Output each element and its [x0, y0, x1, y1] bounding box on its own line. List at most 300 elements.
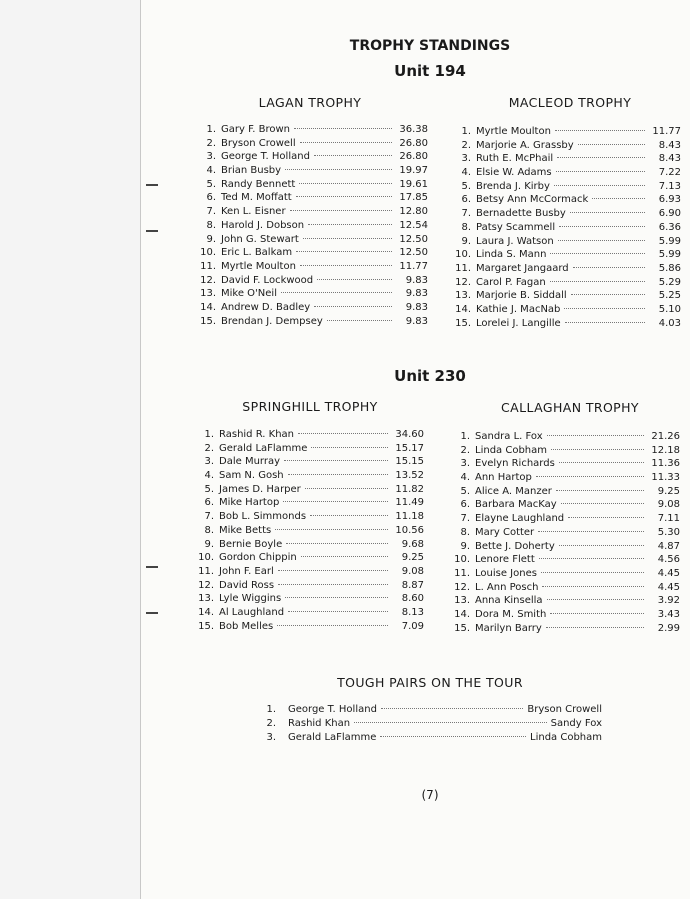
standing-rank: 8. — [460, 526, 470, 538]
pair-player-two: Sandy Fox — [550, 718, 602, 729]
pair-row — [262, 703, 602, 717]
standing-rank: 15. — [200, 315, 216, 327]
player-name: Brendan J. Dempsey — [221, 315, 323, 327]
dot-leader — [551, 449, 644, 450]
standing-row — [198, 274, 428, 288]
standing-row — [196, 496, 424, 510]
player-score: 12.50 — [399, 247, 428, 259]
player-score: 11.33 — [651, 472, 680, 484]
standing-rank: 2. — [206, 137, 216, 149]
dot-leader — [299, 183, 392, 184]
macleod-standings-list — [453, 125, 681, 330]
standing-row — [196, 579, 424, 593]
standing-row — [196, 551, 424, 565]
player-name: John F. Earl — [219, 565, 274, 577]
player-name: Eric L. Balkam — [221, 247, 293, 259]
dot-leader — [541, 572, 644, 573]
player-score: 12.80 — [399, 206, 428, 218]
player-name: Gary F. Brown — [221, 124, 290, 135]
dot-leader — [547, 435, 644, 436]
player-score: 11.82 — [395, 483, 424, 495]
dot-leader — [314, 155, 392, 156]
pair-row — [262, 731, 602, 745]
player-name: Andrew D. Badley — [221, 301, 311, 313]
player-score: 9.25 — [401, 552, 424, 564]
player-score: 34.60 — [395, 429, 424, 440]
staple-mark — [146, 566, 158, 568]
player-score: 17.85 — [399, 192, 428, 204]
player-name: Bernadette Busby — [476, 208, 566, 220]
standing-row — [453, 207, 681, 221]
standing-row — [198, 191, 428, 205]
standing-rank: 10. — [200, 247, 216, 259]
dot-leader — [556, 171, 645, 172]
dot-leader — [550, 613, 644, 614]
standing-row — [452, 498, 680, 512]
standing-rank: 8. — [206, 219, 216, 231]
standing-rank: 7. — [204, 511, 214, 523]
pair-rank: 3. — [266, 732, 276, 743]
player-score: 7.13 — [658, 180, 681, 192]
standing-row — [452, 553, 680, 567]
player-name: Lenore Flett — [475, 554, 535, 566]
dot-leader — [300, 142, 392, 143]
dot-leader — [317, 279, 392, 280]
player-name: Dale Murray — [219, 456, 280, 468]
player-score: 19.97 — [399, 165, 428, 177]
dot-leader — [285, 597, 388, 598]
dot-leader — [298, 433, 388, 434]
player-score: 4.45 — [657, 581, 680, 593]
standing-rank: 11. — [198, 565, 214, 577]
standing-rank: 10. — [454, 554, 470, 566]
player-score: 19.61 — [399, 178, 428, 190]
standing-row — [453, 262, 681, 276]
pair-rank: 1. — [266, 704, 276, 715]
player-name: Bryson Crowell — [221, 137, 296, 149]
player-score: 5.86 — [658, 262, 681, 274]
standing-row — [452, 540, 680, 554]
dot-leader — [278, 570, 388, 571]
player-name: Mary Cotter — [475, 526, 535, 538]
player-name: Linda S. Mann — [476, 249, 547, 261]
standing-rank: 6. — [204, 497, 214, 509]
springhill-standings-list — [196, 428, 424, 633]
standing-rank: 13. — [454, 595, 470, 607]
standing-row — [452, 594, 680, 608]
player-score: 12.54 — [399, 219, 428, 231]
dot-leader — [573, 267, 645, 268]
player-score: 12.18 — [651, 444, 680, 456]
player-name: Barbara MacKay — [475, 499, 557, 511]
pair-player-one: Gerald LaFlamme — [288, 732, 377, 743]
dot-leader — [296, 251, 392, 252]
player-name: Myrtle Moulton — [476, 126, 551, 137]
player-name: Rashid R. Khan — [219, 429, 295, 440]
dot-leader — [281, 292, 392, 293]
standing-rank: 12. — [200, 274, 216, 286]
dot-leader — [354, 722, 547, 723]
player-score: 15.17 — [395, 442, 424, 454]
player-score: 9.83 — [405, 315, 428, 327]
callaghan-standings-list — [452, 430, 680, 635]
page-margin — [0, 0, 140, 899]
player-score: 36.38 — [399, 124, 428, 135]
player-name: Bernie Boyle — [219, 538, 283, 550]
unit-194-heading: Unit 194 — [394, 62, 466, 80]
standing-rank: 7. — [461, 208, 471, 220]
player-score: 11.77 — [652, 126, 681, 137]
standing-row — [453, 125, 681, 139]
standing-row — [453, 139, 681, 153]
dot-leader — [550, 281, 645, 282]
staple-mark — [146, 612, 158, 614]
player-name: Gerald LaFlamme — [219, 442, 308, 454]
player-name: Dora M. Smith — [475, 608, 547, 620]
dot-leader — [559, 462, 644, 463]
standing-row — [196, 510, 424, 524]
standing-row — [198, 137, 428, 151]
standing-rank: 5. — [206, 178, 216, 190]
standing-row — [196, 620, 424, 634]
standing-row — [198, 123, 428, 137]
player-score: 8.87 — [401, 579, 424, 591]
standing-rank: 3. — [206, 151, 216, 163]
player-name: Betsy Ann McCormack — [476, 194, 589, 206]
player-name: Bette J. Doherty — [475, 540, 555, 552]
player-name: Ted M. Moffatt — [221, 192, 292, 204]
standing-row — [196, 469, 424, 483]
standing-rank: 3. — [204, 456, 214, 468]
standing-rank: 8. — [461, 221, 471, 233]
standing-rank: 6. — [461, 194, 471, 206]
standing-rank: 10. — [455, 249, 471, 261]
dot-leader — [565, 322, 645, 323]
standing-row — [196, 428, 424, 442]
player-score: 5.25 — [658, 290, 681, 302]
standing-row — [453, 221, 681, 235]
standing-rank: 9. — [461, 235, 471, 247]
player-score: 9.25 — [657, 485, 680, 497]
dot-leader — [550, 253, 645, 254]
standing-rank: 11. — [454, 567, 470, 579]
dot-leader — [557, 157, 645, 158]
tough-pairs-list — [262, 703, 602, 745]
dot-leader — [311, 447, 388, 448]
standing-rank: 15. — [454, 622, 470, 634]
dot-leader — [546, 627, 644, 628]
dot-leader — [559, 545, 644, 546]
player-score: 5.99 — [658, 249, 681, 261]
standing-row — [453, 276, 681, 290]
unit-230-heading: Unit 230 — [394, 367, 466, 385]
pair-player-two: Bryson Crowell — [527, 704, 602, 715]
dot-leader — [571, 294, 645, 295]
pair-rank: 2. — [266, 718, 276, 729]
standing-row — [196, 524, 424, 538]
standing-row — [198, 219, 428, 233]
dot-leader — [303, 238, 392, 239]
player-score: 9.83 — [405, 288, 428, 300]
pair-player-two: Linda Cobham — [530, 732, 602, 743]
dot-leader — [381, 708, 523, 709]
standing-row — [452, 581, 680, 595]
standing-row — [196, 442, 424, 456]
standing-rank: 9. — [460, 540, 470, 552]
dot-leader — [300, 265, 392, 266]
dot-leader — [558, 240, 645, 241]
dot-leader — [288, 611, 388, 612]
standing-row — [198, 260, 428, 274]
dot-leader — [284, 460, 388, 461]
dot-leader — [327, 320, 392, 321]
player-name: Evelyn Richards — [475, 458, 555, 470]
player-score: 11.77 — [399, 260, 428, 272]
player-name: Lorelei J. Langille — [476, 317, 561, 329]
player-score: 8.13 — [401, 606, 424, 618]
player-name: Al Laughland — [219, 606, 285, 618]
player-score: 12.50 — [399, 233, 428, 245]
standing-rank: 6. — [460, 499, 470, 511]
player-name: Brian Busby — [221, 165, 282, 177]
dot-leader — [305, 488, 388, 489]
standing-row — [452, 567, 680, 581]
player-score: 11.18 — [395, 511, 424, 523]
player-score: 9.08 — [401, 565, 424, 577]
standing-row — [198, 205, 428, 219]
callaghan-trophy-heading: CALLAGHAN TROPHY — [501, 400, 639, 415]
standing-row — [196, 455, 424, 469]
player-score: 9.83 — [405, 301, 428, 313]
standing-row — [453, 303, 681, 317]
dot-leader — [277, 625, 388, 626]
standing-rank: 11. — [200, 260, 216, 272]
player-name: Carol P. Fagan — [476, 276, 546, 288]
standing-rank: 4. — [206, 165, 216, 177]
standing-row — [198, 233, 428, 247]
standing-rank: 13. — [198, 593, 214, 605]
player-score: 7.09 — [401, 620, 424, 632]
standing-row — [452, 430, 680, 444]
player-name: Harold J. Dobson — [221, 219, 305, 231]
standing-row — [452, 457, 680, 471]
standing-row — [453, 289, 681, 303]
standing-row — [453, 235, 681, 249]
player-score: 7.11 — [657, 513, 680, 525]
player-score: 5.10 — [658, 303, 681, 315]
standing-rank: 2. — [204, 442, 214, 454]
dot-leader — [285, 169, 392, 170]
player-score: 3.92 — [657, 595, 680, 607]
standing-row — [452, 512, 680, 526]
player-name: Randy Bennett — [221, 178, 296, 190]
standing-rank: 5. — [461, 180, 471, 192]
standing-rank: 3. — [461, 153, 471, 165]
pair-player-one: George T. Holland — [288, 704, 377, 715]
dot-leader — [294, 128, 392, 129]
dot-leader — [301, 556, 388, 557]
dot-leader — [290, 210, 392, 211]
player-name: Brenda J. Kirby — [476, 180, 550, 192]
standing-rank: 12. — [455, 276, 471, 288]
standing-rank: 14. — [454, 608, 470, 620]
standing-rank: 15. — [198, 620, 214, 632]
player-name: Elayne Laughland — [475, 513, 565, 525]
player-name: Louise Jones — [475, 567, 537, 579]
player-name: Ann Hartop — [475, 472, 532, 484]
standing-rank: 13. — [455, 290, 471, 302]
player-name: John G. Stewart — [221, 233, 299, 245]
player-name: Bob L. Simmonds — [219, 511, 307, 523]
dot-leader — [310, 515, 388, 516]
player-name: David F. Lockwood — [221, 274, 314, 286]
dot-leader — [592, 198, 645, 199]
player-score: 4.56 — [657, 554, 680, 566]
player-name: Anna Kinsella — [475, 595, 543, 607]
player-score: 5.99 — [658, 235, 681, 247]
standing-row — [198, 315, 428, 329]
player-score: 9.83 — [405, 274, 428, 286]
page-title: TROPHY STANDINGS — [349, 38, 511, 54]
standing-rank: 1. — [206, 124, 216, 135]
macleod-trophy-heading: MACLEOD TROPHY — [508, 95, 632, 110]
player-score: 2.99 — [657, 622, 680, 634]
dot-leader — [578, 144, 645, 145]
player-name: Alice A. Manzer — [475, 485, 552, 497]
standing-row — [452, 444, 680, 458]
standing-row — [196, 538, 424, 552]
player-score: 6.36 — [658, 221, 681, 233]
player-name: Marjorie A. Grassby — [476, 139, 574, 151]
player-score: 11.36 — [651, 458, 680, 470]
standing-rank: 7. — [460, 513, 470, 525]
standing-rank: 9. — [206, 233, 216, 245]
player-score: 4.45 — [657, 567, 680, 579]
standing-row — [453, 180, 681, 194]
standing-row — [198, 246, 428, 260]
player-name: Kathie J. MacNab — [476, 303, 561, 315]
tough-pairs-heading: TOUGH PAIRS ON THE TOUR — [337, 675, 523, 690]
standing-rank: 1. — [461, 126, 471, 137]
player-score: 9.68 — [401, 538, 424, 550]
player-score: 4.87 — [657, 540, 680, 552]
dot-leader — [542, 586, 644, 587]
dot-leader — [536, 476, 644, 477]
player-score: 7.22 — [658, 167, 681, 179]
dot-leader — [559, 226, 645, 227]
standing-row — [453, 248, 681, 262]
player-name: Mike Betts — [219, 524, 272, 536]
dot-leader — [288, 474, 388, 475]
player-score: 21.26 — [651, 431, 680, 442]
standing-row — [453, 193, 681, 207]
standing-row — [453, 166, 681, 180]
standing-rank: 9. — [204, 538, 214, 550]
standing-rank: 4. — [204, 470, 214, 482]
dot-leader — [570, 212, 645, 213]
pair-row — [262, 717, 602, 731]
standing-row — [198, 287, 428, 301]
standing-row — [452, 485, 680, 499]
dot-leader — [283, 501, 388, 502]
player-score: 15.15 — [395, 456, 424, 468]
player-score: 11.49 — [395, 497, 424, 509]
dot-leader — [568, 517, 644, 518]
standing-row — [453, 317, 681, 331]
dot-leader — [278, 584, 388, 585]
standing-rank: 2. — [461, 139, 471, 151]
player-score: 8.60 — [401, 593, 424, 605]
standing-rank: 1. — [204, 429, 214, 440]
dot-leader — [538, 531, 644, 532]
standing-rank: 15. — [455, 317, 471, 329]
dot-leader — [380, 736, 526, 737]
standing-rank: 10. — [198, 552, 214, 564]
standing-rank: 8. — [204, 524, 214, 536]
player-name: Elsie W. Adams — [476, 167, 552, 179]
player-name: Ruth E. McPhail — [476, 153, 554, 165]
player-name: Mike Hartop — [219, 497, 280, 509]
dot-leader — [296, 196, 392, 197]
standing-rank: 6. — [206, 192, 216, 204]
player-score: 3.43 — [657, 608, 680, 620]
staple-mark — [146, 184, 158, 186]
dot-leader — [547, 599, 644, 600]
player-name: Bob Melles — [219, 620, 274, 632]
lagan-trophy-heading: LAGAN TROPHY — [258, 95, 362, 110]
dot-leader — [556, 490, 644, 491]
dot-leader — [555, 130, 645, 131]
player-name: Myrtle Moulton — [221, 260, 296, 272]
player-score: 13.52 — [395, 470, 424, 482]
player-score: 10.56 — [395, 524, 424, 536]
player-score: 8.43 — [658, 153, 681, 165]
player-name: Patsy Scammell — [476, 221, 556, 233]
player-score: 4.03 — [658, 317, 681, 329]
standing-row — [198, 301, 428, 315]
standing-rank: 11. — [455, 262, 471, 274]
player-score: 9.08 — [657, 499, 680, 511]
player-score: 6.90 — [658, 208, 681, 220]
standing-rank: 7. — [206, 206, 216, 218]
player-name: Linda Cobham — [475, 444, 547, 456]
springhill-trophy-heading: SPRINGHILL TROPHY — [242, 399, 378, 414]
player-score: 5.30 — [657, 526, 680, 538]
player-name: L. Ann Posch — [475, 581, 539, 593]
player-name: Marilyn Barry — [475, 622, 542, 634]
standing-rank: 14. — [198, 606, 214, 618]
player-score: 26.80 — [399, 137, 428, 149]
dot-leader — [275, 529, 388, 530]
player-name: Sandra L. Fox — [475, 431, 543, 442]
player-score: 5.29 — [658, 276, 681, 288]
dot-leader — [286, 543, 388, 544]
standing-row — [198, 150, 428, 164]
standing-row — [452, 471, 680, 485]
standing-rank: 2. — [460, 444, 470, 456]
standing-rank: 12. — [454, 581, 470, 593]
standing-rank: 3. — [460, 458, 470, 470]
standing-rank: 5. — [204, 483, 214, 495]
standing-row — [196, 592, 424, 606]
standing-row — [196, 483, 424, 497]
player-name: Mike O'Neil — [221, 288, 277, 300]
dot-leader — [564, 308, 645, 309]
player-name: David Ross — [219, 579, 275, 591]
standing-rank: 12. — [198, 579, 214, 591]
standing-rank: 1. — [460, 431, 470, 442]
dot-leader — [561, 503, 644, 504]
